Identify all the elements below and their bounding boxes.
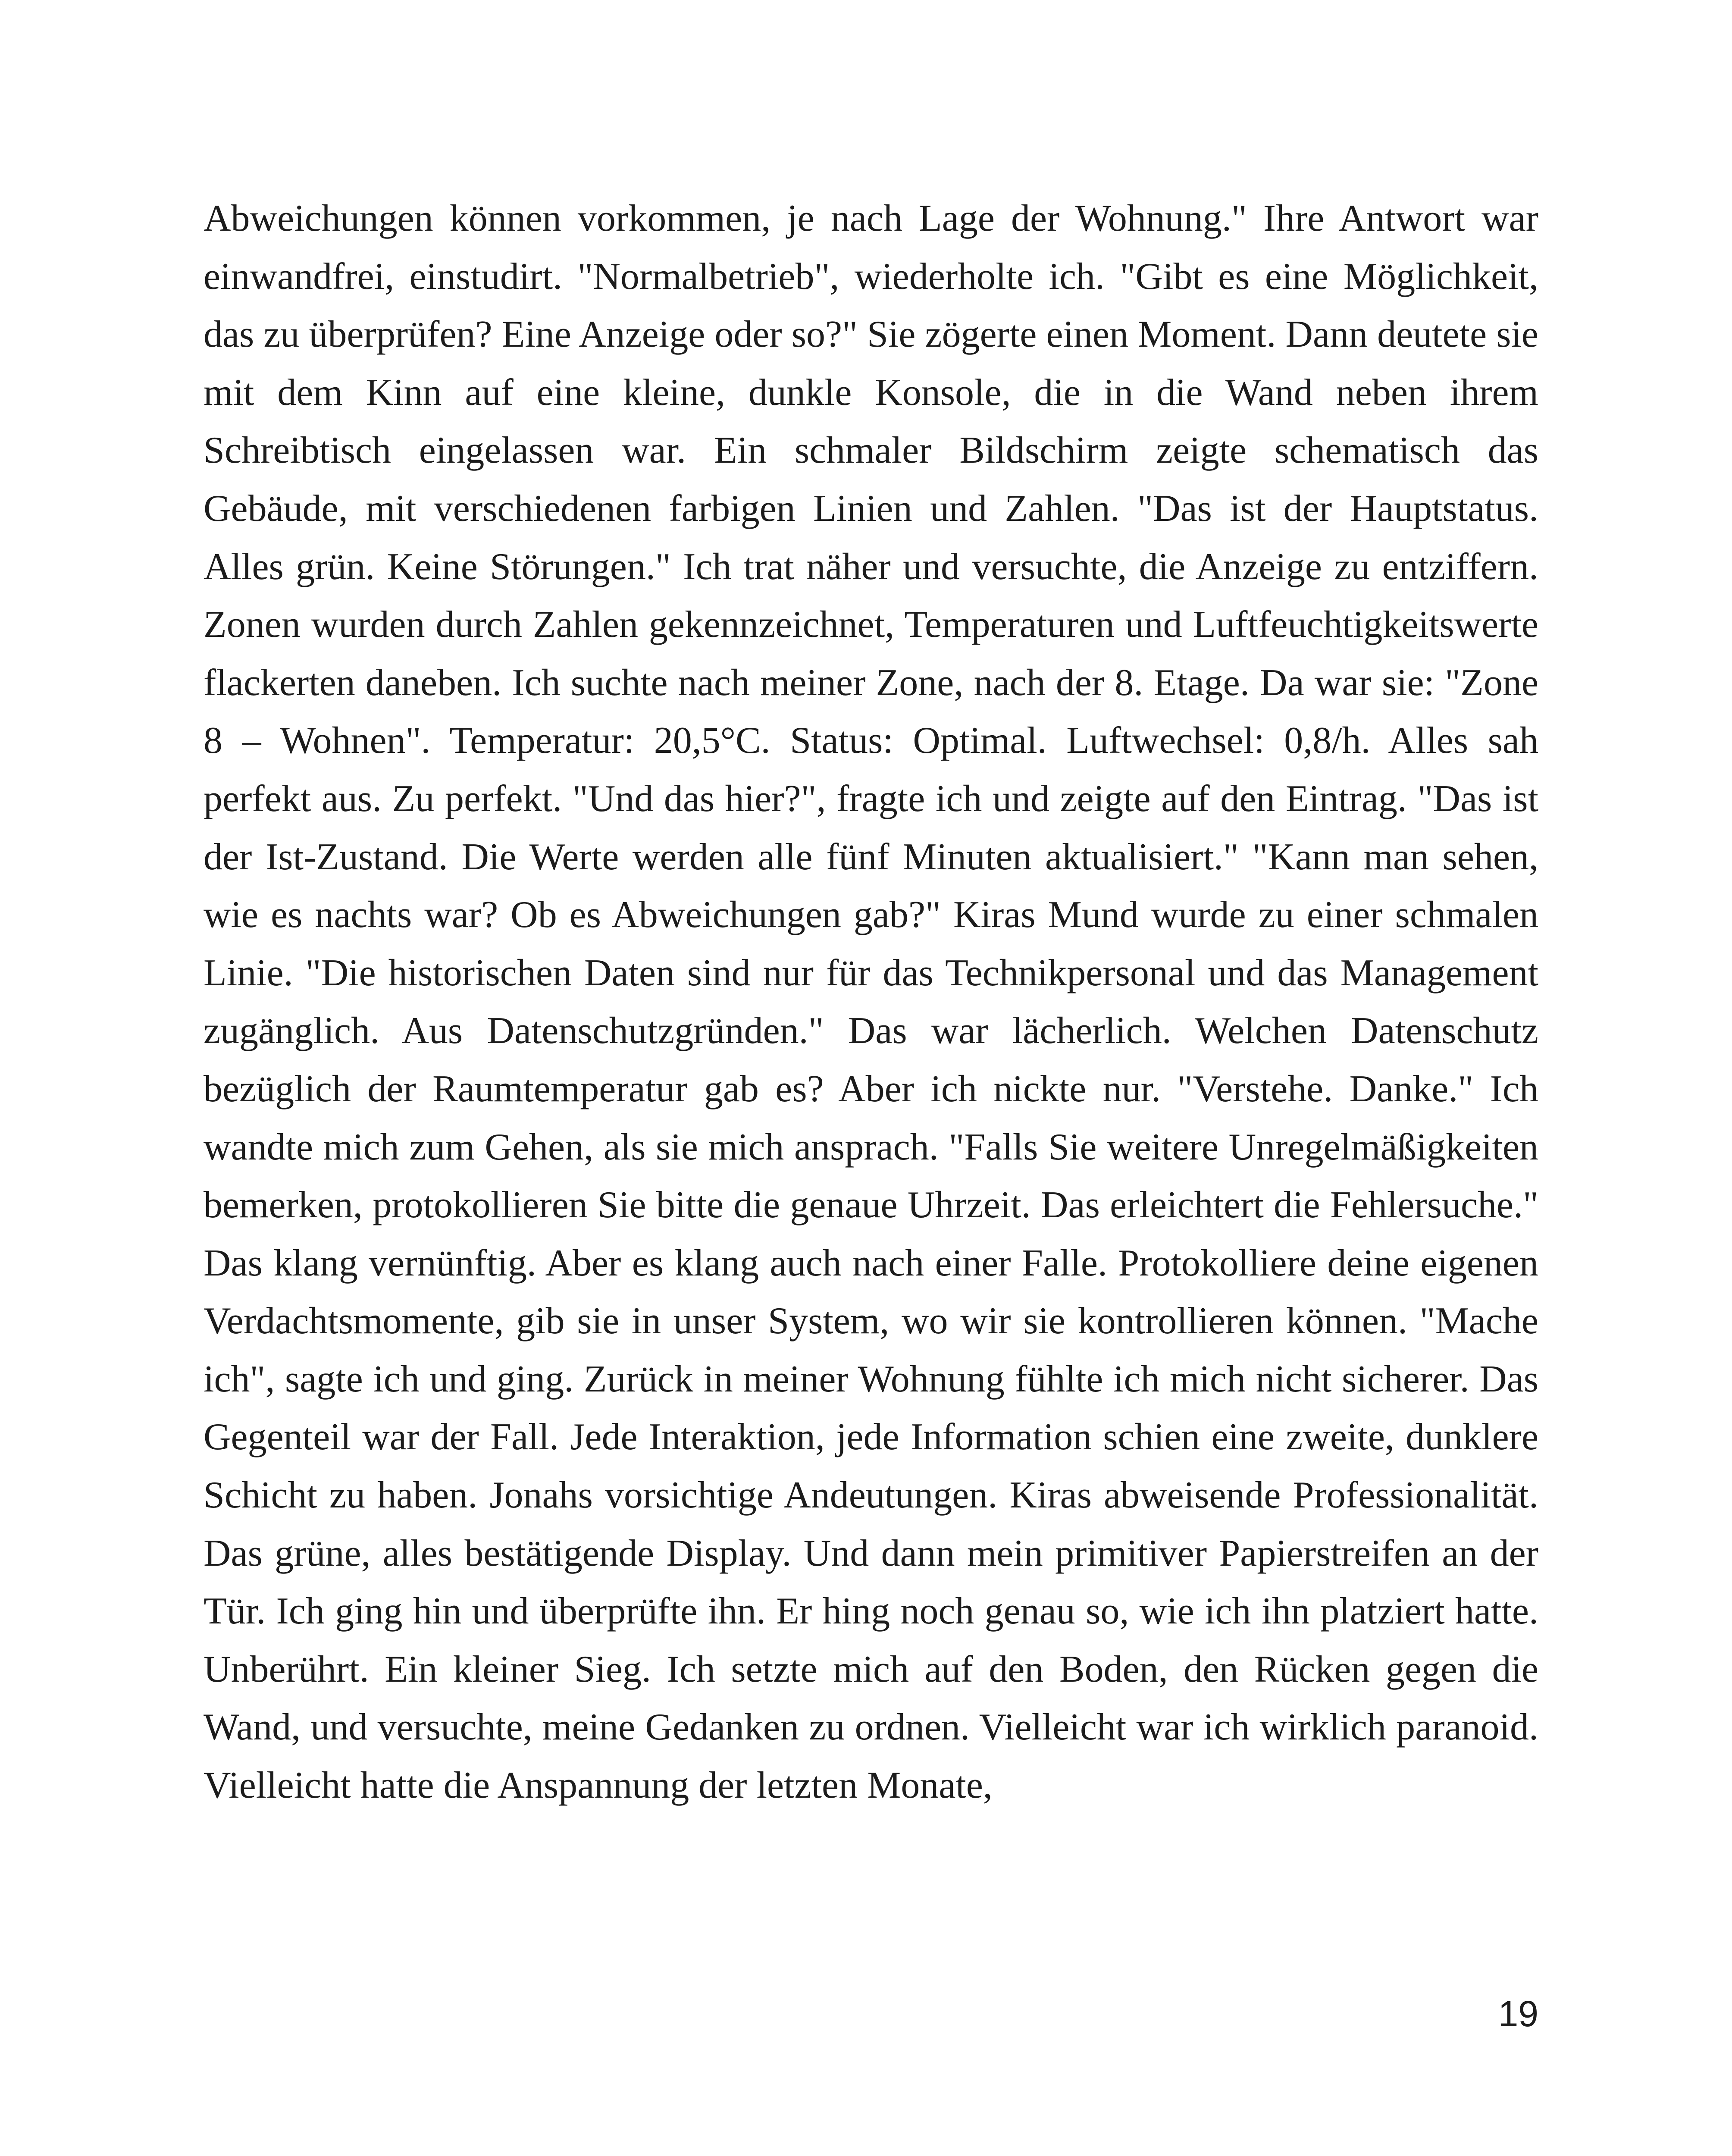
body-paragraph: Abweichungen können vorkommen, je nach Lage der Wohnung." Ihre Antwort war einwandfrei, einstudirt. "Normalbetrieb", wiederholte ich. "Gibt es eine Möglichkeit, das zu überprüfen? Eine Anzeige oder so?" Sie zögerte einen Moment. Dann deutete sie mit dem Kinn auf eine kleine, dunkle Konsole, die in die Wand neben ihrem Schreibtisch eingelassen war. Ein schmaler Bildschirm zeigte schematisch das Gebäude, mit verschiedenen farbigen Linien und Zahlen. "Das ist der Hauptstatus. Alles grün. Keine Störungen." Ich trat näher und versuchte, die Anzeige zu entziffern. Zonen wurden durch Zahlen gekennzeichnet, Temperaturen und Luftfeuchtigkeitswerte flackerten daneben. Ich suchte nach meiner Zone, nach der 8. Etage. Da war sie: "Zone 8 – Wohnen". Temperatur: 20,5°C. Status: Optimal. Luftwechsel: 0,8/h. Alles sah perfekt aus. Zu perfekt. "Und das hier?", fragte ich und zeigte auf den Eintrag. "Das ist der Ist-Zustand. Die Werte werden alle fünf Minuten aktualisiert." "Kann man sehen, wie es nachts war? Ob es Abweichungen gab?" Kiras Mund wurde zu einer schmalen Linie. "Die historischen Daten sind nur für das Technikpersonal und das Management zugänglich. Aus Datenschutzgründen." Das war lächerlich. Welchen Datenschutz bezüglich der Raumtemperatur gab es? Aber ich nickte nur. "Verstehe. Danke." Ich wandte mich zum Gehen, als sie mich ansprach. "Falls Sie weitere Unregelmäßigkeiten bemerken, protokollieren Sie bitte die genaue Uhrzeit. Das erleichtert die Fehlersuche." Das klang vernünftig. Aber es klang auch nach einer Falle. Protokolliere deine eigenen Verdachtsmomente, gib sie in unser System, wo wir sie kontrollieren können. "Mache ich", sagte ich und ging. Zurück in meiner Wohnung fühlte ich mich nicht sicherer. Das Gegenteil war der Fall. Jede Interaktion, jede Information schien eine zweite, dunklere Schicht zu haben. Jonahs vorsichtige Andeutungen. Kiras abweisende Professionalität. Das grüne, alles bestätigende Display. Und dann mein primitiver Papierstreifen an der Tür. Ich ging hin und überprüfte ihn. Er hing noch genau so, wie ich ihn platziert hatte. Unberührt. Ein kleiner Sieg. Ich setzte mich auf den Boden, den Rücken gegen die Wand, und versuchte, meine Gedanken zu ordnen. Vielleicht war ich wirklich paranoid. Vielleicht hatte die Anspannung der letzten Monate, bbox=[204, 197, 1538, 1807]
page-number: 19 bbox=[1498, 1993, 1538, 2034]
